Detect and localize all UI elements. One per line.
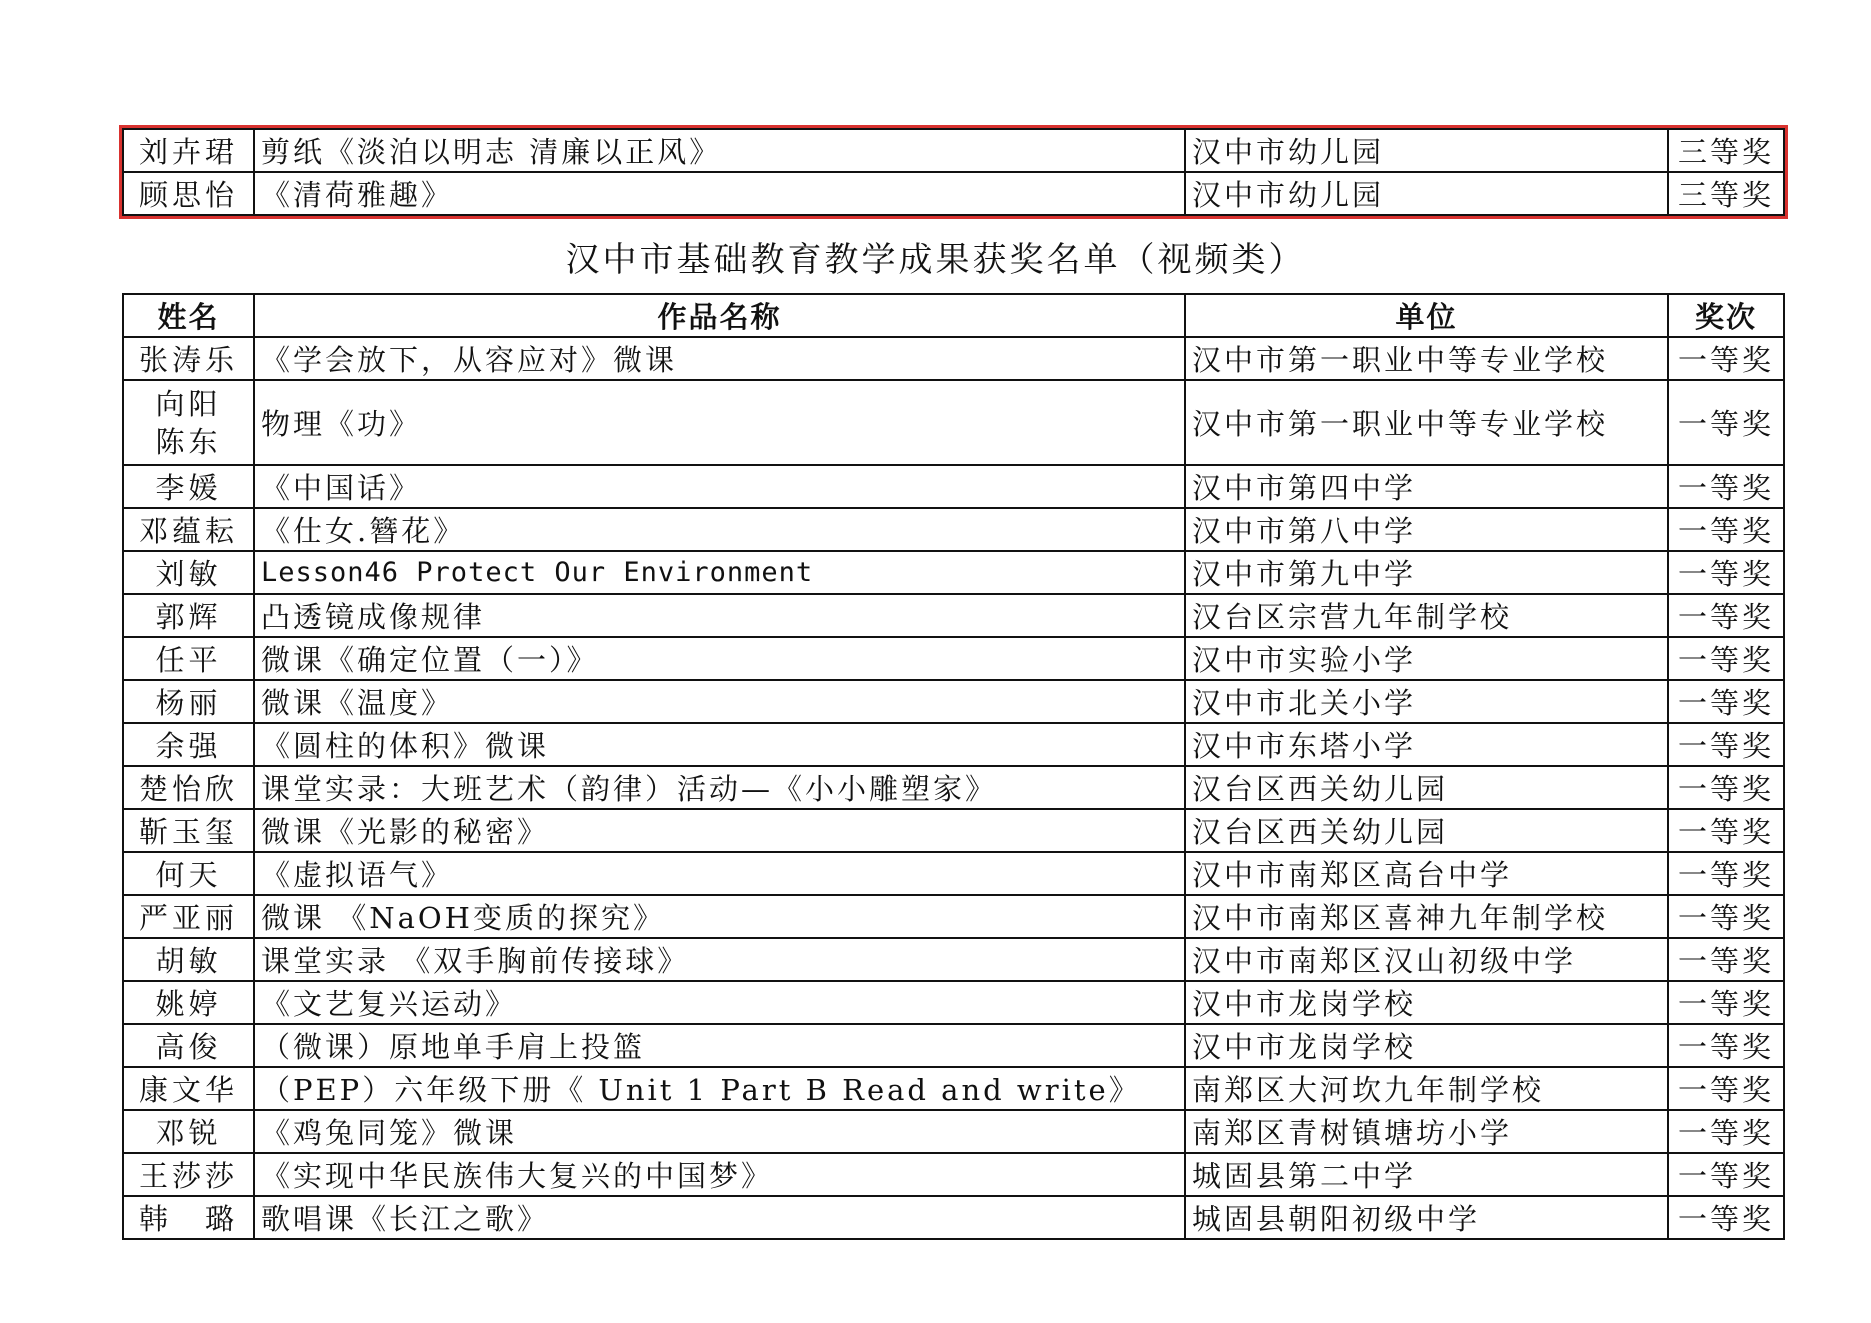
work-title: Lesson46 Protect Our Environment [254,551,1185,594]
work-title: 微课《温度》 [254,680,1185,723]
work-title: （PEP）六年级下册《 Unit 1 Part B Read and write》 [254,1067,1185,1110]
unit-name: 汉中市第四中学 [1185,465,1668,508]
unit-name: 汉中市第一职业中等专业学校 [1185,337,1668,380]
work-title: 《虚拟语气》 [254,852,1185,895]
unit-name: 汉台区宗营九年制学校 [1185,594,1668,637]
table-row [123,551,1784,594]
winner-name: 严亚丽 [123,895,254,938]
table-row [123,1153,1784,1196]
award-table-video [122,293,1785,1240]
unit-name: 汉台区西关幼儿园 [1185,766,1668,809]
award-level: 三等奖 [1668,172,1784,215]
work-title: 《实现中华民族伟大复兴的中国梦》 [254,1153,1185,1196]
winner-name: 靳玉玺 [123,809,254,852]
winner-name: 邓锐 [123,1110,254,1153]
award-level: 三等奖 [1668,129,1784,172]
award-level: 一等奖 [1668,766,1784,809]
table-row [123,1110,1784,1153]
unit-name: 南郑区青树镇塘坊小学 [1185,1110,1668,1153]
header-name: 姓名 [123,294,254,337]
work-title: 歌唱课《长江之歌》 [254,1196,1185,1239]
award-level: 一等奖 [1668,1196,1784,1239]
unit-name: 汉中市北关小学 [1185,680,1668,723]
winner-name: 姚婷 [123,981,254,1024]
winner-name: 高俊 [123,1024,254,1067]
winner-name: 何天 [123,852,254,895]
table-row [123,172,1784,215]
header-award: 奖次 [1668,294,1784,337]
table-row [123,508,1784,551]
unit-name: 汉中市第一职业中等专业学校 [1185,380,1668,465]
winner-name: 康文华 [123,1067,254,1110]
award-level: 一等奖 [1668,1067,1784,1110]
award-level: 一等奖 [1668,809,1784,852]
work-title: 微课《光影的秘密》 [254,809,1185,852]
award-level: 一等奖 [1668,337,1784,380]
work-title: 《清荷雅趣》 [254,172,1185,215]
table-row [123,766,1784,809]
award-level: 一等奖 [1668,938,1784,981]
award-level: 一等奖 [1668,1153,1784,1196]
unit-name: 汉中市东塔小学 [1185,723,1668,766]
winner-name: 邓蕴耘 [123,508,254,551]
winner-name: 王莎莎 [123,1153,254,1196]
award-level: 一等奖 [1668,723,1784,766]
table-row [123,981,1784,1024]
winner-name: 杨丽 [123,680,254,723]
award-level: 一等奖 [1668,1110,1784,1153]
work-title: 微课 《NaOH变质的探究》 [254,895,1185,938]
table-row [123,1067,1784,1110]
header-unit: 单位 [1185,294,1668,337]
award-level: 一等奖 [1668,895,1784,938]
unit-name: 南郑区大河坎九年制学校 [1185,1067,1668,1110]
unit-name: 城固县朝阳初级中学 [1185,1196,1668,1239]
winner-name: 余强 [123,723,254,766]
table-row [123,594,1784,637]
winner-name-line: 向阳 [155,386,222,421]
work-title: 课堂实录：大班艺术（韵律）活动—《小小雕塑家》 [254,766,1185,809]
work-title: 《文艺复兴运动》 [254,981,1185,1024]
winner-name: 李媛 [123,465,254,508]
unit-name: 汉中市龙岗学校 [1185,1024,1668,1067]
work-title: 凸透镜成像规律 [254,594,1185,637]
work-title: 剪纸《淡泊以明志 清廉以正风》 [254,129,1185,172]
winner-name: 郭辉 [123,594,254,637]
unit-name: 汉中市实验小学 [1185,637,1668,680]
work-title: 物理《功》 [254,380,1185,465]
work-title: 《圆柱的体积》微课 [254,723,1185,766]
award-level: 一等奖 [1668,1024,1784,1067]
winner-name: 刘卉珺 [123,129,254,172]
unit-name: 汉中市第八中学 [1185,508,1668,551]
table-row [123,465,1784,508]
winner-name: 顾思怡 [123,172,254,215]
work-title: 课堂实录 《双手胸前传接球》 [254,938,1185,981]
award-level: 一等奖 [1668,637,1784,680]
winner-name: 张涛乐 [123,337,254,380]
table-row [123,1196,1784,1239]
table-row [123,809,1784,852]
award-level: 一等奖 [1668,380,1784,465]
unit-name: 汉中市南郑区汉山初级中学 [1185,938,1668,981]
table-row [123,129,1784,172]
winner-name-line: 陈东 [155,424,222,459]
work-title: 微课《确定位置（一）》 [254,637,1185,680]
unit-name: 汉台区西关幼儿园 [1185,809,1668,852]
table-row [123,680,1784,723]
unit-name: 汉中市幼儿园 [1185,129,1668,172]
award-level: 一等奖 [1668,551,1784,594]
previous-category-table-tail [122,128,1785,216]
unit-name: 汉中市幼儿园 [1185,172,1668,215]
work-title: 《中国话》 [254,465,1185,508]
table-row [123,380,1784,465]
winner-name: 韩 璐 [123,1196,254,1239]
work-title: 《学会放下，从容应对》微课 [254,337,1185,380]
work-title: （微课）原地单手肩上投篮 [254,1024,1185,1067]
unit-name: 汉中市第九中学 [1185,551,1668,594]
winner-name: 楚怡欣 [123,766,254,809]
unit-name: 城固县第二中学 [1185,1153,1668,1196]
work-title: 《鸡兔同笼》微课 [254,1110,1185,1153]
winner-name: 胡敏 [123,938,254,981]
table-row [123,337,1784,380]
table-row [123,1024,1784,1067]
table-row [123,895,1784,938]
unit-name: 汉中市南郑区高台中学 [1185,852,1668,895]
winner-names [123,380,254,465]
award-level: 一等奖 [1668,465,1784,508]
page-title: 汉中市基础教育教学成果获奖名单（视频类） [565,240,1306,280]
table-row [123,723,1784,766]
table-row [123,938,1784,981]
header-work: 作品名称 [254,294,1185,337]
table-row [123,637,1784,680]
award-level: 一等奖 [1668,981,1784,1024]
winner-name: 刘敏 [123,551,254,594]
winner-name: 任平 [123,637,254,680]
unit-name: 汉中市龙岗学校 [1185,981,1668,1024]
award-level: 一等奖 [1668,680,1784,723]
table-header-row [123,294,1784,337]
unit-name: 汉中市南郑区喜神九年制学校 [1185,895,1668,938]
award-level: 一等奖 [1668,594,1784,637]
award-level: 一等奖 [1668,508,1784,551]
award-level: 一等奖 [1668,852,1784,895]
table-row [123,852,1784,895]
work-title: 《仕女.簪花》 [254,508,1185,551]
